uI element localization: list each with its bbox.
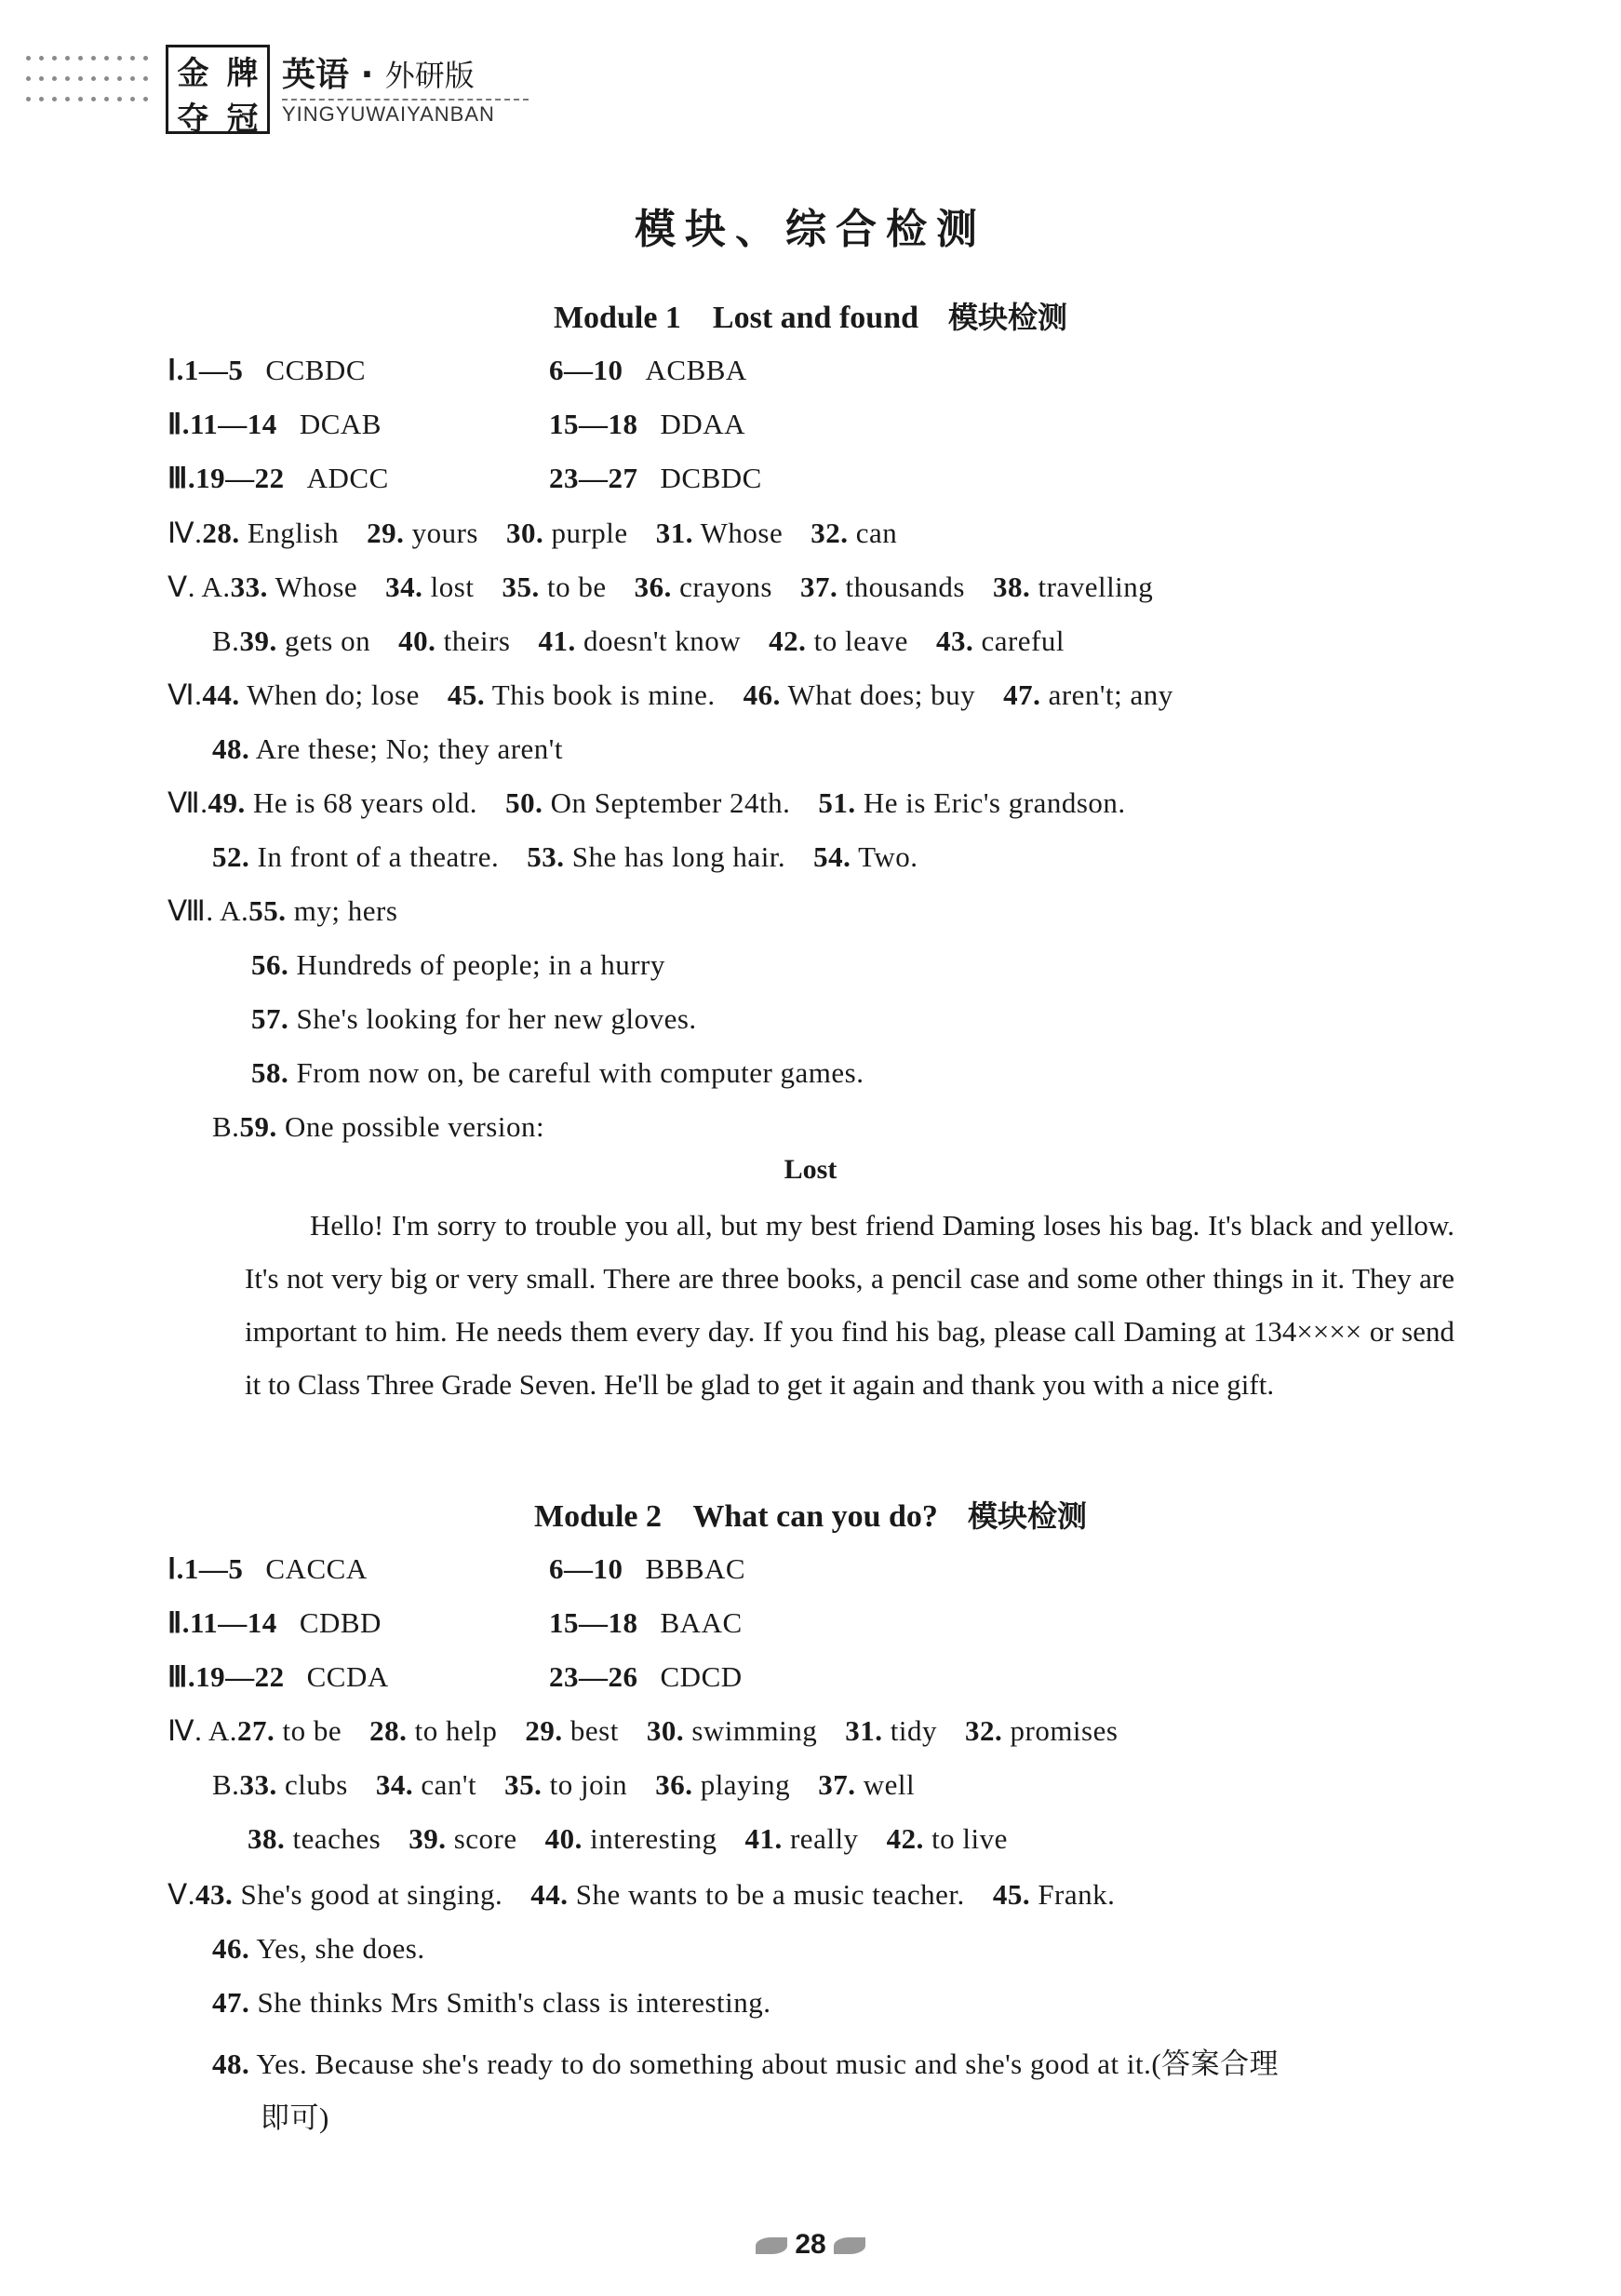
answer-text: to live: [923, 1822, 1008, 1855]
question-number: 36.: [634, 571, 672, 603]
answer-text: playing: [692, 1768, 791, 1801]
module2-title-en: Module 2 What can you do?: [534, 1499, 938, 1534]
answer-text: She's good at singing.: [233, 1878, 503, 1911]
question-range: 6—10: [549, 354, 623, 386]
question-number: 29.: [525, 1714, 563, 1747]
question-number: 34.: [375, 1768, 414, 1801]
answer-text: Two.: [851, 840, 918, 873]
module1-title-en: Module 1 Lost and found: [553, 301, 919, 335]
question-number: 48.: [212, 732, 250, 765]
question-number: 57.: [251, 1002, 289, 1035]
answer-text: promises: [1002, 1714, 1119, 1747]
dot: [65, 76, 70, 81]
section-numeral: B.: [212, 1110, 240, 1143]
question-number: 58.: [251, 1056, 289, 1089]
question-number: 43.: [194, 1878, 234, 1911]
answer-row: [212, 624, 1065, 658]
answer-text: This book is mine.: [485, 678, 716, 711]
answer-text: English: [239, 517, 340, 549]
answer-text: clubs: [276, 1768, 348, 1801]
answer-row: [167, 1878, 1115, 1912]
separator-dot: ·: [360, 56, 374, 94]
subject: 英语: [282, 56, 350, 94]
book-title: [282, 48, 475, 96]
dot: [130, 97, 135, 101]
answer-text: She thinks Mrs Smith's class is interesting.: [249, 1986, 771, 2019]
module1-title: [0, 294, 1621, 337]
question-number: 38.: [993, 571, 1031, 603]
dot: [143, 56, 148, 60]
question-number: 50.: [505, 786, 543, 819]
answer-row: [167, 408, 746, 441]
answer-text: She has long hair.: [564, 840, 786, 873]
question-number: 37.: [818, 1768, 856, 1801]
dot: [39, 76, 44, 81]
question-number: 45.: [992, 1878, 1031, 1911]
question-range: 23—27: [549, 462, 638, 494]
dot: [65, 97, 70, 101]
answer-text: to be: [539, 571, 607, 603]
dot: [104, 97, 109, 101]
section-numeral: Ⅱ.: [167, 408, 191, 440]
dot: [91, 97, 96, 101]
answer-text: Whose: [267, 571, 358, 603]
answer-text: One possible version:: [276, 1110, 545, 1143]
answer-key: CCDA: [306, 1660, 389, 1693]
section-numeral: Ⅶ.: [167, 786, 208, 819]
answer-text: thousands: [837, 571, 965, 603]
question-number: 40.: [398, 624, 436, 657]
question-number: 35.: [502, 571, 540, 603]
question-number: 35.: [504, 1768, 543, 1801]
answer-text: Yes, she does.: [249, 1932, 425, 1965]
question-range: 23—26: [549, 1660, 638, 1693]
answer-row: [167, 1660, 743, 1694]
answer-row: [212, 732, 563, 766]
dot: [26, 76, 31, 81]
section-numeral: Ⅳ.: [167, 517, 203, 549]
page-footer: [0, 2229, 1621, 2261]
answer-text: best: [562, 1714, 619, 1747]
answer-key: ADCC: [306, 462, 389, 494]
answer-text: my; hers: [286, 894, 398, 927]
question-number: 47.: [212, 1986, 250, 2019]
dot: [26, 56, 31, 60]
answer-text: doesn't know: [575, 624, 742, 657]
answer-text: aren't; any: [1040, 678, 1173, 711]
question-number: 39.: [409, 1822, 447, 1855]
answer-col2: [549, 1552, 745, 1586]
answer-key: CDBD: [299, 1606, 382, 1639]
answer-key: DCAB: [299, 408, 382, 440]
section-numeral: Ⅰ.: [167, 1552, 184, 1585]
answer-text: to be: [275, 1714, 342, 1747]
section-numeral: Ⅷ. A.: [167, 894, 249, 927]
question-number: 42.: [769, 624, 807, 657]
answer-key: BBBAC: [645, 1552, 746, 1585]
answer-text: When do; lose: [239, 678, 420, 711]
question-number: 48.: [212, 2048, 250, 2080]
answer-text: 即可): [261, 2101, 329, 2134]
answer-row: [167, 894, 397, 928]
dot: [78, 97, 83, 101]
answer-row: [167, 354, 747, 387]
answer-text: Are these; No; they aren't: [249, 732, 563, 765]
answer-row: [212, 1768, 915, 1802]
dot: [78, 56, 83, 60]
answer-text: tidy: [882, 1714, 937, 1747]
dot: [91, 76, 96, 81]
section-numeral: B.: [212, 1768, 240, 1801]
question-range: 19—22: [195, 1660, 285, 1693]
answer-col2: [549, 1660, 743, 1694]
module2-title: [0, 1493, 1621, 1536]
answer-text: On September 24th.: [543, 786, 791, 819]
question-range: 1—5: [183, 354, 244, 386]
question-range: 15—18: [549, 1606, 638, 1639]
answer-row: [212, 1986, 771, 2020]
answer-row: [212, 1110, 544, 1144]
answer-row: [251, 948, 665, 982]
question-number: 44.: [202, 678, 240, 711]
answer-text: In front of a theatre.: [249, 840, 500, 873]
answer-text: careful: [973, 624, 1065, 657]
question-number: 45.: [447, 678, 486, 711]
question-number: 27.: [237, 1714, 275, 1747]
dot: [78, 76, 83, 81]
answer-key: CDCD: [660, 1660, 743, 1693]
question-range: 11—14: [190, 1606, 277, 1639]
question-number: 39.: [239, 624, 277, 657]
question-number: 42.: [886, 1822, 924, 1855]
page-header: [26, 45, 677, 138]
question-number: 51.: [818, 786, 856, 819]
answer-row: [167, 517, 897, 550]
question-number: 56.: [251, 948, 289, 981]
essay-title: Lost: [784, 1154, 837, 1185]
question-number: 49.: [208, 786, 246, 819]
essay-paragraph: Hello! I'm sorry to trouble you all, but my best friend Daming loses his bag. It's black and yellow. It's not very big or very small. There are three books, a pencil case and some other things in it. They are important to him. He needs them every day. If you find his bag, please call Daming at 134×××× or send it to Class Three Grade Seven. He'll be glad to get it again and thank you with a nice gift.: [245, 1209, 1454, 1401]
answer-row: [251, 1002, 697, 1036]
question-range: 6—10: [549, 1552, 623, 1585]
question-number: 31.: [845, 1714, 883, 1747]
answer-row: [212, 840, 918, 874]
answer-row: [248, 1822, 1008, 1856]
answer-text: can: [848, 517, 898, 549]
section-numeral: Ⅵ.: [167, 678, 203, 711]
answer-text: to leave: [806, 624, 908, 657]
dot: [143, 76, 148, 81]
leaf-icon: [756, 2237, 787, 2254]
question-range: 1—5: [183, 1552, 244, 1585]
logo-char: 冠: [226, 101, 259, 138]
answer-row: [167, 1714, 1118, 1748]
answer-text: He is Eric's grandson.: [855, 786, 1126, 819]
question-number: 43.: [935, 624, 974, 657]
header-divider: [282, 99, 529, 101]
section-numeral: B.: [212, 624, 240, 657]
dot: [104, 56, 109, 60]
answer-text: Whose: [692, 517, 784, 549]
answer-text: From now on, be careful with computer games.: [288, 1056, 864, 1089]
answer-text: travelling: [1030, 571, 1154, 603]
question-number: 36.: [655, 1768, 693, 1801]
question-number: 41.: [538, 624, 576, 657]
section-numeral: Ⅲ.: [167, 1660, 196, 1693]
page-number: 28: [795, 2229, 826, 2260]
answer-text: swimming: [684, 1714, 818, 1747]
dot: [117, 76, 122, 81]
question-number: 29.: [367, 517, 405, 549]
answer-text: really: [782, 1822, 859, 1855]
answer-row: [167, 786, 1126, 820]
section-numeral: Ⅴ.: [167, 1878, 195, 1911]
question-number: 28.: [202, 517, 240, 549]
dot: [52, 56, 57, 60]
answer-text: yours: [404, 517, 478, 549]
answer-key: DDAA: [660, 408, 746, 440]
module2-title-cn: 模块检测: [967, 1498, 1087, 1534]
question-number: 41.: [744, 1822, 783, 1855]
dot: [143, 97, 148, 101]
dot: [39, 56, 44, 60]
answer-row: [212, 2040, 1279, 2082]
section-numeral: Ⅲ.: [167, 462, 196, 494]
question-number: 52.: [212, 840, 250, 873]
question-number: 33.: [239, 1768, 277, 1801]
question-number: 33.: [230, 571, 268, 603]
logo-char: 牌: [226, 55, 259, 92]
dot: [52, 97, 57, 101]
dot: [39, 97, 44, 101]
answer-text: lost: [422, 571, 475, 603]
answer-row: [167, 1552, 746, 1586]
answer-text: Frank.: [1030, 1878, 1116, 1911]
answer-text: theirs: [435, 624, 511, 657]
question-number: 46.: [743, 678, 781, 711]
dot: [130, 76, 135, 81]
question-number: 54.: [813, 840, 851, 873]
answer-text: teaches: [285, 1822, 382, 1855]
answer-row: [167, 462, 762, 495]
answer-text: crayons: [671, 571, 772, 603]
section-numeral: Ⅰ.: [167, 354, 184, 386]
answer-key: CCBDC: [265, 354, 367, 386]
question-number: 47.: [1003, 678, 1041, 711]
dot: [130, 56, 135, 60]
answer-row: [251, 1056, 864, 1090]
question-number: 44.: [530, 1878, 569, 1911]
answer-text: Hundreds of people; in a hurry: [288, 948, 665, 981]
brand-logo: [166, 45, 270, 138]
question-range: 19—22: [195, 462, 285, 494]
section-numeral: Ⅴ. A.: [167, 571, 231, 603]
answer-key: BAAC: [660, 1606, 743, 1639]
question-number: 40.: [544, 1822, 583, 1855]
answer-text: What does; buy: [780, 678, 976, 711]
dot: [65, 56, 70, 60]
section-numeral: Ⅱ.: [167, 1606, 191, 1639]
answer-text: to join: [542, 1768, 628, 1801]
answer-text: purple: [543, 517, 628, 549]
section-numeral: Ⅳ. A.: [167, 1714, 238, 1747]
dot: [117, 97, 122, 101]
module1-title-cn: 模块检测: [948, 300, 1068, 335]
answer-key: DCBDC: [660, 462, 762, 494]
question-number: 59.: [239, 1110, 277, 1143]
answer-text: She wants to be a music teacher.: [568, 1878, 965, 1911]
question-range: 11—14: [190, 408, 277, 440]
question-number: 34.: [385, 571, 423, 603]
answer-key: CACCA: [265, 1552, 368, 1585]
dot: [91, 56, 96, 60]
answer-text: gets on: [276, 624, 371, 657]
answer-text: interesting: [582, 1822, 717, 1855]
answer-key: ACBBA: [645, 354, 747, 386]
dot: [117, 56, 122, 60]
question-range: 15—18: [549, 408, 638, 440]
dot: [26, 97, 31, 101]
answer-col2: [549, 462, 762, 495]
dot: [104, 76, 109, 81]
page-title: 模块、综合检测: [635, 206, 986, 253]
answer-text: well: [855, 1768, 916, 1801]
question-number: 31.: [655, 517, 693, 549]
answer-text: to help: [407, 1714, 498, 1747]
book-pinyin: YINGYUWAIYANBAN: [282, 102, 495, 126]
question-number: 30.: [505, 517, 544, 549]
answer-text: She's looking for her new gloves.: [288, 1002, 697, 1035]
answer-text: score: [446, 1822, 517, 1855]
question-number: 32.: [810, 517, 849, 549]
question-number: 55.: [248, 894, 287, 927]
dot: [52, 76, 57, 81]
answer-row: [167, 571, 1153, 604]
logo-char: 夺: [177, 101, 209, 138]
answer-col2: [549, 354, 747, 387]
answer-row: [167, 678, 1173, 712]
answer-col2: [549, 1606, 743, 1640]
question-number: 38.: [248, 1822, 286, 1855]
leaf-icon: [834, 2237, 865, 2254]
question-number: 46.: [212, 1932, 250, 1965]
essay-body: [245, 1199, 1454, 1411]
question-number: 37.: [800, 571, 838, 603]
question-number: 28.: [369, 1714, 408, 1747]
answer-text: can't: [413, 1768, 477, 1801]
answer-row: [212, 1932, 425, 1966]
answer-text: He is 68 years old.: [245, 786, 478, 819]
question-number: 30.: [646, 1714, 685, 1747]
edition: 外研版: [384, 58, 475, 93]
logo-char: 金: [177, 55, 209, 92]
answer-text: Yes. Because she's ready to do something about music and she's good at it.(答案合理: [249, 2048, 1279, 2080]
question-number: 53.: [527, 840, 565, 873]
dot-pattern: [26, 56, 156, 130]
question-number: 32.: [965, 1714, 1003, 1747]
answer-row: [167, 1606, 743, 1640]
answer-col2: [549, 408, 745, 441]
answer-row: [261, 2094, 329, 2136]
